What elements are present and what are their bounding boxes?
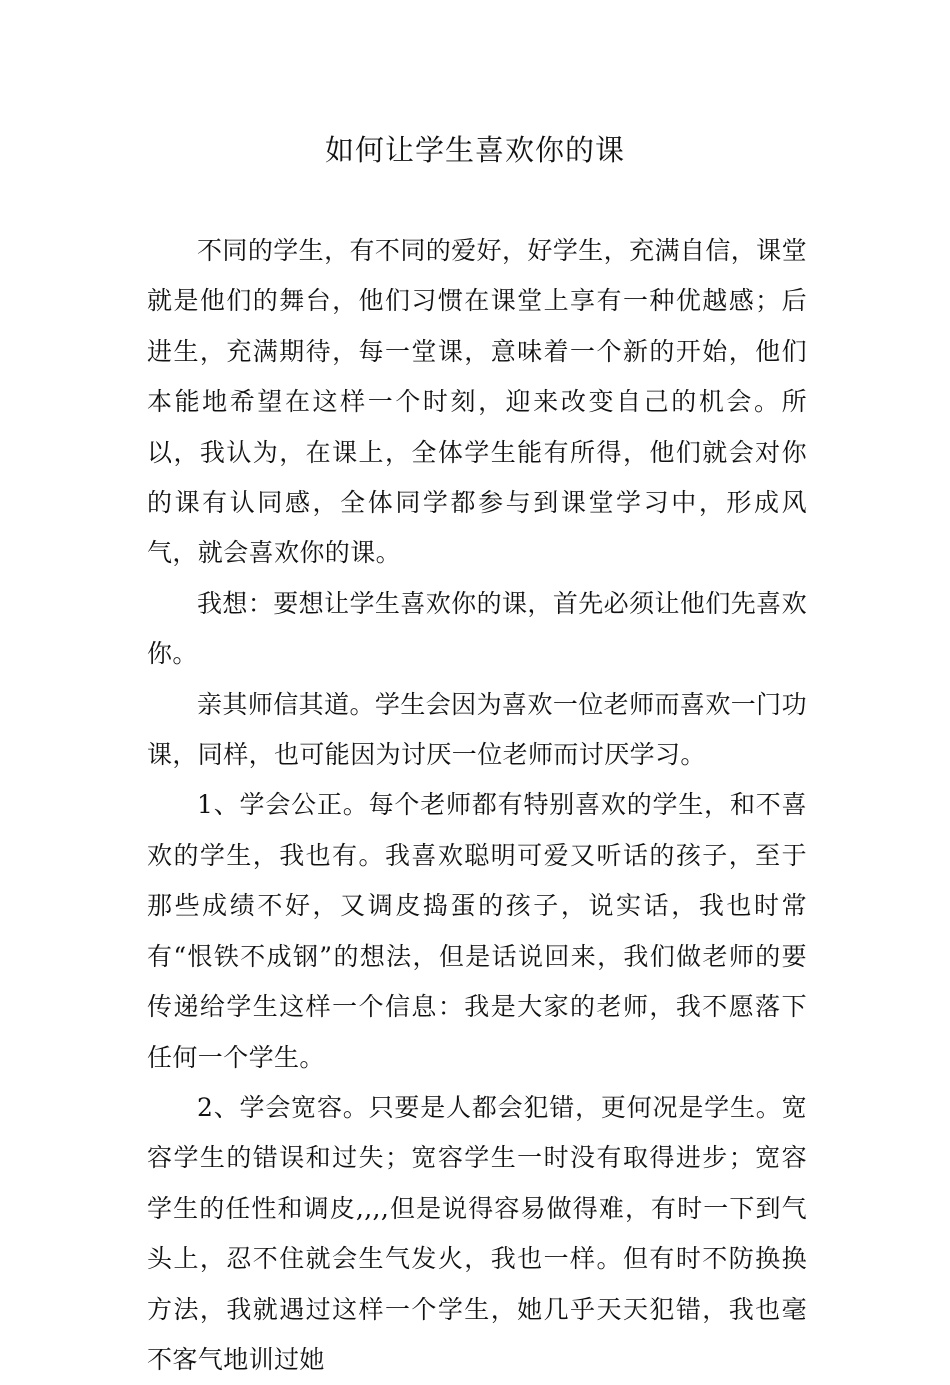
- paragraph: 2、学会宽容。只要是人都会犯错，更何况是学生。宽容学生的错误和过失；宽容学生一时没有取得进步；宽容学生的任性和调皮,,,,但是说得容易做得难，有时一下到气头上，忍不住就会生气发火，我也一样。但有时不防换换方法，我就遇过这样一个学生，她几乎天天犯错，我也毫不客气地训过她: [147, 1092, 807, 1374]
- document-body: [147, 226, 807, 1385]
- document-title: 如何让学生喜欢你的课: [324, 133, 625, 167]
- paragraph: 不同的学生，有不同的爱好，好学生，充满自信，课堂就是他们的舞台，他们习惯在课堂上享有一种优越感；后进生，充满期待，每一堂课，意味着一个新的开始，他们本能地希望在这样一个时刻，迎来改变自己的机会。所以，我认为，在课上，全体学生能有所得，他们就会对你的课有认同感，全体同学都参与到课堂学习中，形成风气，就会喜欢你的课。: [147, 236, 807, 568]
- paragraph: 1、学会公正。每个老师都有特别喜欢的学生，和不喜欢的学生，我也有。我喜欢聪明可爱又听话的孩子，至于那些成绩不好，又调皮捣蛋的孩子，说实话，我也时常有“恨铁不成钢”的想法，但是话说回来，我们做老师的要传递给学生这样一个信息：我是大家的老师，我不愿落下任何一个学生。: [147, 790, 807, 1072]
- paragraph: 亲其师信其道。学生会因为喜欢一位老师而喜欢一门功课，同样，也可能因为讨厌一位老师而讨厌学习。: [147, 689, 807, 770]
- paragraph: 我想：要想让学生喜欢你的课，首先必须让他们先喜欢你。: [147, 588, 807, 669]
